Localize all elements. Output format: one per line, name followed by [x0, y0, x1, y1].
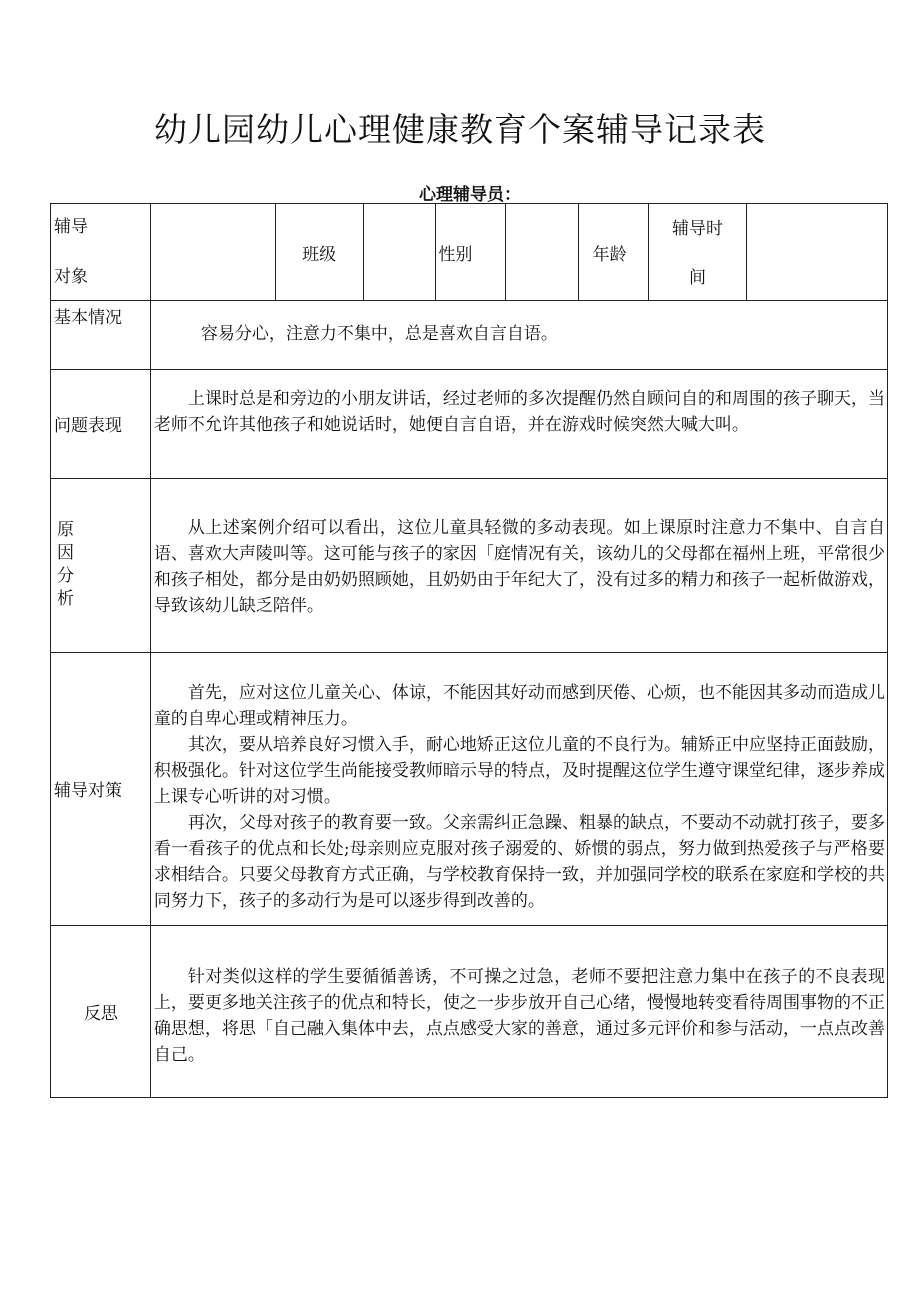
cause-content: [150, 479, 887, 653]
class-value-cell: [363, 204, 436, 301]
cause-label-char: 析: [57, 589, 74, 609]
strategy-paragraph: 再次，父母对孩子的教育要一致。父亲需纠正急躁、粗暴的缺点，不要动不动就打孩子，要多看一看孩子的优点和长处;母亲则应克服对孩子溺爱的、娇惯的弱点，努力做到热爱孩子与严格要求相结合。只要父母教育方式正确，与学校教育保持一致，并加强同学校的联系在家庭和学校的共同努力下，孩子的多动行为是可以逐步得到改善的。: [153, 813, 885, 911]
counselor-label: 心理辅导员：: [419, 185, 521, 205]
gender-value-cell: [505, 204, 578, 301]
time-label-cell: [649, 204, 747, 301]
header-row: [51, 204, 888, 301]
reflection-text: 针对类似这样的学生要循循善诱，不可操之过急，老师不要把注意力集中在孩子的不良表现上，要更多地关注孩子的优点和特长，使之一步步放开自己心绪，慢慢地转变看待周围事物的不正确思想，将思「自己融入集体中去，点点感受大家的善意，通过多元评价和参与活动，一点点改善自己。: [153, 967, 885, 1065]
target-label-cell: [51, 204, 151, 301]
cause-row: [51, 479, 888, 653]
cause-label: [51, 479, 151, 653]
gender-label: 性别: [436, 204, 505, 301]
strategy-row: [51, 653, 888, 926]
problem-label: 问题表现: [51, 370, 151, 479]
strategy-content: [150, 653, 887, 926]
problem-text: 上课时总是和旁边的小朋友讲话，经过老师的多次提醒仍然自顾问自的和周围的孩子聊天，当老师不允许其他孩子和她说话时，她便自言自语，并在游戏时候突然大喊大叫。: [153, 389, 885, 435]
document-title: 幼儿园幼儿心理健康教育个案辅导记录表: [154, 110, 766, 149]
reflection-label: 反思: [51, 926, 151, 1098]
age-label: 年龄: [578, 204, 649, 301]
class-label: 班级: [275, 204, 363, 301]
cause-text: 从上述案例介绍可以看出，这位儿童具轻微的多动表现。如上课原时注意力不集中、自言自语、喜欢大声陵叫等。这可能与孩子的家因「庭情况有关，该幼儿的父母都在福州上班，平常很少和孩子相处，都分是由奶奶照顾她，且奶奶由于年纪大了，没有过多的精力和孩子一起析做游戏，导致该幼儿缺乏陪伴。: [153, 518, 885, 616]
time-label-line2: 间: [688, 268, 706, 288]
reflection-row: [51, 926, 888, 1098]
basic-situation-content: [150, 301, 887, 370]
counseling-record-table: [50, 203, 888, 1098]
time-label-line1: 辅导时: [671, 219, 723, 239]
problem-content: [150, 370, 887, 479]
target-value-cell: [150, 204, 275, 301]
strategy-paragraph: 首先，应对这位儿童关心、体谅，不能因其好动而感到厌倦、心烦，也不能因其多动而造成儿童的自卑心理或精神压力。: [153, 683, 885, 729]
cause-label-char: 因: [57, 543, 74, 563]
basic-situation-label: 基本情况: [51, 301, 151, 370]
reflection-content: [150, 926, 887, 1098]
cause-label-char: 分: [57, 566, 74, 586]
cause-label-char: 原: [57, 520, 74, 540]
problem-row: [51, 370, 888, 479]
target-label-line1: 辅导: [54, 217, 88, 237]
time-value-cell: [746, 204, 887, 301]
basic-situation-text: 容易分心，注意力不集中，总是喜欢自言自语。: [200, 324, 558, 344]
strategy-label: 辅导对策: [51, 653, 151, 926]
strategy-paragraph: 其次，要从培养良好习惯入手，耐心地矫正这位儿童的不良行为。辅矫正中应坚持正面鼓励，积极强化。针对这位学生尚能接受教师暗示导的特点，及时提醒这位学生遵守课堂纪律，逐步养成上课专心听讲的对习惯。: [153, 735, 885, 807]
basic-situation-row: [51, 301, 888, 370]
target-label-line2: 对象: [54, 267, 88, 287]
